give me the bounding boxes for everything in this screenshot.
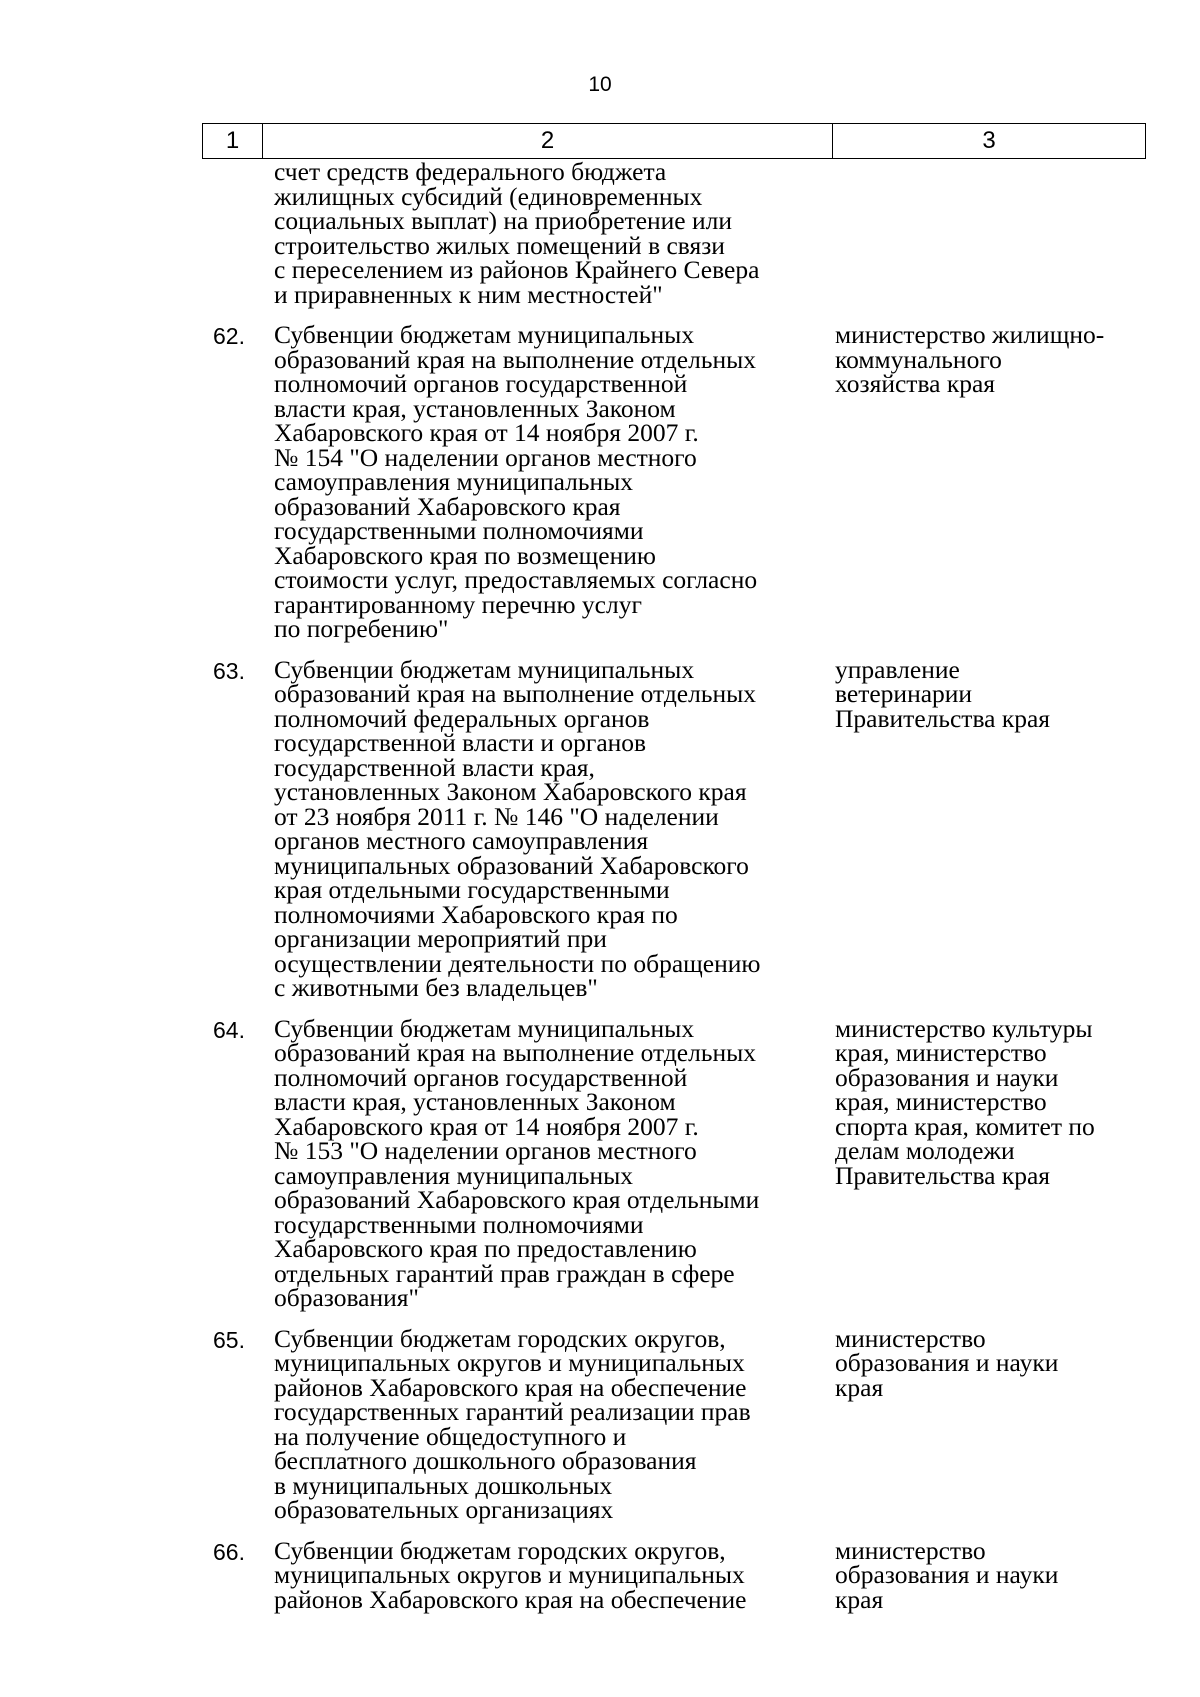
table-body [0, 157, 1200, 1614]
row-responsible: министерство культуры края, министерство образования и науки края, министерство спорта края, комитет по делам молодежи Правительства края [835, 1013, 1095, 1190]
table-row [0, 654, 1200, 1002]
page-number: 10 [588, 73, 612, 96]
table-row [0, 1535, 1200, 1614]
row-number: 66. [213, 1538, 245, 1565]
table-row [0, 1323, 1200, 1524]
header-col-2: 2 [263, 124, 833, 158]
row-description: Субвенции бюджетам муниципальных образований края на выполнение отдельных полномочий органов государственной власти края, установленных Законом Хабаровского края от 14 ноября 2007 г. № 154 "О наделении органов местного самоуправления муниципальных образований Хабаровского края государственными полномочиями Хабаровского края по возмещению стоимости услуг, предоставляемых согласно гарантированному перечню услуг по погребению" [274, 320, 758, 643]
table-row [0, 320, 1200, 643]
row-description: Субвенции бюджетам городских округов, муниципальных округов и муниципальных районов Хабаровского края на обеспечение [274, 1535, 747, 1614]
row-responsible: министерство образования и науки края [835, 1535, 1059, 1614]
row-responsible: министерство жилищно- коммунального хозяйства края [835, 320, 1105, 398]
row-responsible [828, 160, 1128, 307]
header-col-1: 1 [203, 124, 263, 158]
row-description: счет средств федерального бюджета жилищных субсидий (единовременных социальных выплат) на приобретение или строительство жилых помещений в связи с переселением из районов Крайнего Севера и приравненных к ним местностей" [274, 157, 760, 309]
row-number: 65. [213, 1326, 245, 1353]
row-number: 64. [213, 1016, 245, 1043]
row-number [0, 160, 253, 307]
table-header-row [202, 123, 1146, 159]
row-responsible: управление ветеринарии Правительства края [835, 654, 1051, 733]
table-row [0, 1013, 1200, 1312]
row-description: Субвенции бюджетам муниципальных образований края на выполнение отдельных полномочий федеральных органов государственной власти и органов государственной власти края, установленных Законом Хабаровского края от 23 ноября 2011 г. № 146 "О наделении органов местного самоуправления муниципальных образований Хабаровского края отдельными государственными полномочиями Хабаровского края по организации мероприятий при осуществлении деятельности по обращению с животными без владельцев" [274, 654, 761, 1002]
header-col-3: 3 [982, 127, 996, 154]
row-number: 62. [213, 323, 245, 349]
table-row-continuation [0, 157, 1200, 309]
row-description: Субвенции бюджетам муниципальных образований края на выполнение отдельных полномочий органов государственной власти края, установленных Законом Хабаровского края от 14 ноября 2007 г. № 153 "О наделении органов местного самоуправления муниципальных образований Хабаровского края отдельными государственными полномочиями Хабаровского края по предоставлению отдельных гарантий прав граждан в сфере образования" [274, 1013, 760, 1312]
row-number: 63. [213, 657, 245, 684]
row-description: Субвенции бюджетам городских округов, муниципальных округов и муниципальных районов Хабаровского края на обеспечение государственных гарантий реализации прав на получение общедоступного и бесплатного дошкольного образования в муниципальных дошкольных образовательных организациях [274, 1323, 751, 1524]
row-responsible: министерство образования и науки края [835, 1323, 1059, 1402]
